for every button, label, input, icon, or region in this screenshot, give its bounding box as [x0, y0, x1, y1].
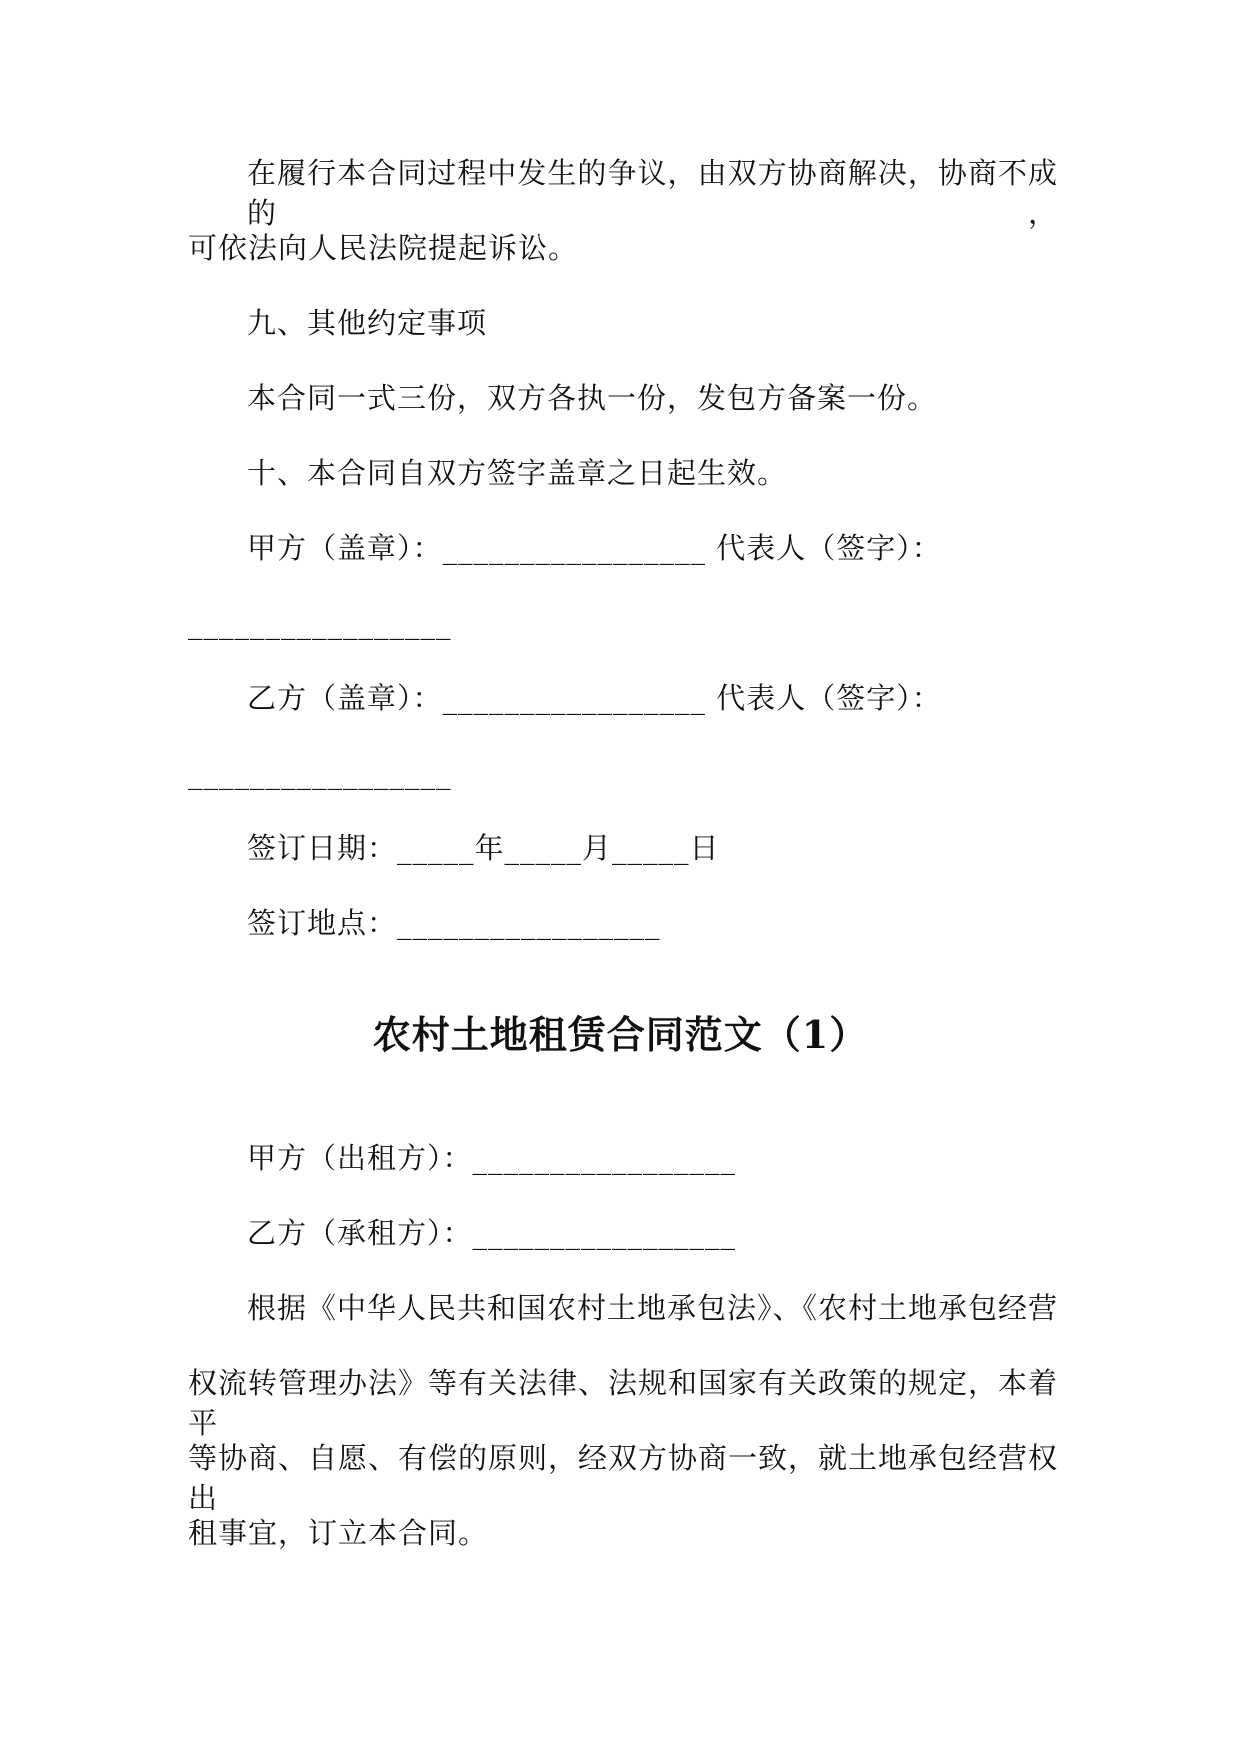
- party-b-seal-line: 乙方（盖章）：_________________ 代表人（签字）：: [247, 681, 942, 715]
- party-a-lessor-line: 甲方（出租方）：_________________: [247, 1141, 737, 1175]
- party-b-lessee-line: 乙方（承租方）：_________________: [247, 1216, 737, 1250]
- document-title: 农村土地租赁合同范文（1）: [372, 1012, 869, 1057]
- section-heading-ten: 十、本合同自双方签字盖章之日起生效。: [247, 456, 788, 490]
- party-a-seal-line: 甲方（盖章）：_________________ 代表人（签字）：: [247, 531, 942, 565]
- paragraph-copies: 本合同一式三份，双方各执一份，发包方备案一份。: [247, 381, 938, 415]
- paragraph-dispute-line-2: 可依法向人民法院提起诉讼。: [188, 231, 579, 265]
- paragraph-basis-line-4: 租事宜，订立本合同。: [188, 1516, 489, 1550]
- section-heading-nine: 九、其他约定事项: [247, 306, 488, 340]
- signing-place-line: 签订地点：_________________: [247, 906, 661, 940]
- party-a-representative-blank: _________________: [188, 606, 452, 640]
- paragraph-dispute-line-1: 在履行本合同过程中发生的争议，由双方协商解决，协商不成的，: [247, 156, 1058, 230]
- signing-date-line: 签订日期：_____年_____月_____日: [247, 831, 720, 865]
- party-b-representative-blank: _________________: [188, 756, 452, 790]
- paragraph-basis-line-1: 根据《中华人民共和国农村土地承包法》、《农村土地承包经营: [247, 1291, 1059, 1325]
- paragraph-basis-line-2: 权流转管理办法》等有关法律、法规和国家有关政策的规定，本着平: [188, 1366, 1059, 1440]
- paragraph-basis-line-3: 等协商、自愿、有偿的原则，经双方协商一致，就土地承包经营权出: [188, 1441, 1059, 1515]
